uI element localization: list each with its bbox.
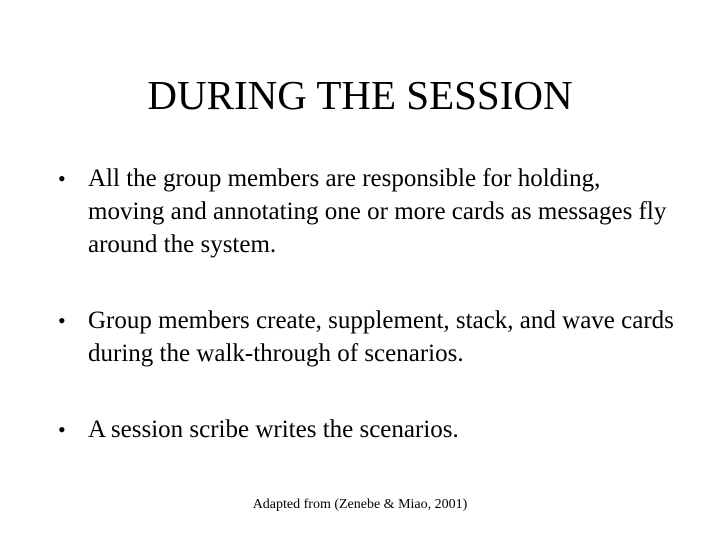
bullet-icon: • <box>58 308 66 333</box>
bullet-item <box>58 162 678 261</box>
bullet-item <box>58 304 678 370</box>
bullet-text: A session scribe writes the scenarios. <box>88 416 459 443</box>
bullet-item <box>58 413 678 446</box>
bullet-text: Group members create, supplement, stack, and wave cards during the walk-through of scenarios. <box>88 307 674 367</box>
bullet-text: All the group members are responsible for holding, moving and annotating one or more cards as messages fly around the system. <box>88 165 667 258</box>
bullet-list <box>58 162 678 446</box>
bullet-icon: • <box>58 166 66 191</box>
source-citation: Adapted from (Zenebe & Miao, 2001) <box>252 497 468 512</box>
bullet-icon: • <box>58 417 66 442</box>
slide-title: DURING THE SESSION <box>147 72 573 118</box>
